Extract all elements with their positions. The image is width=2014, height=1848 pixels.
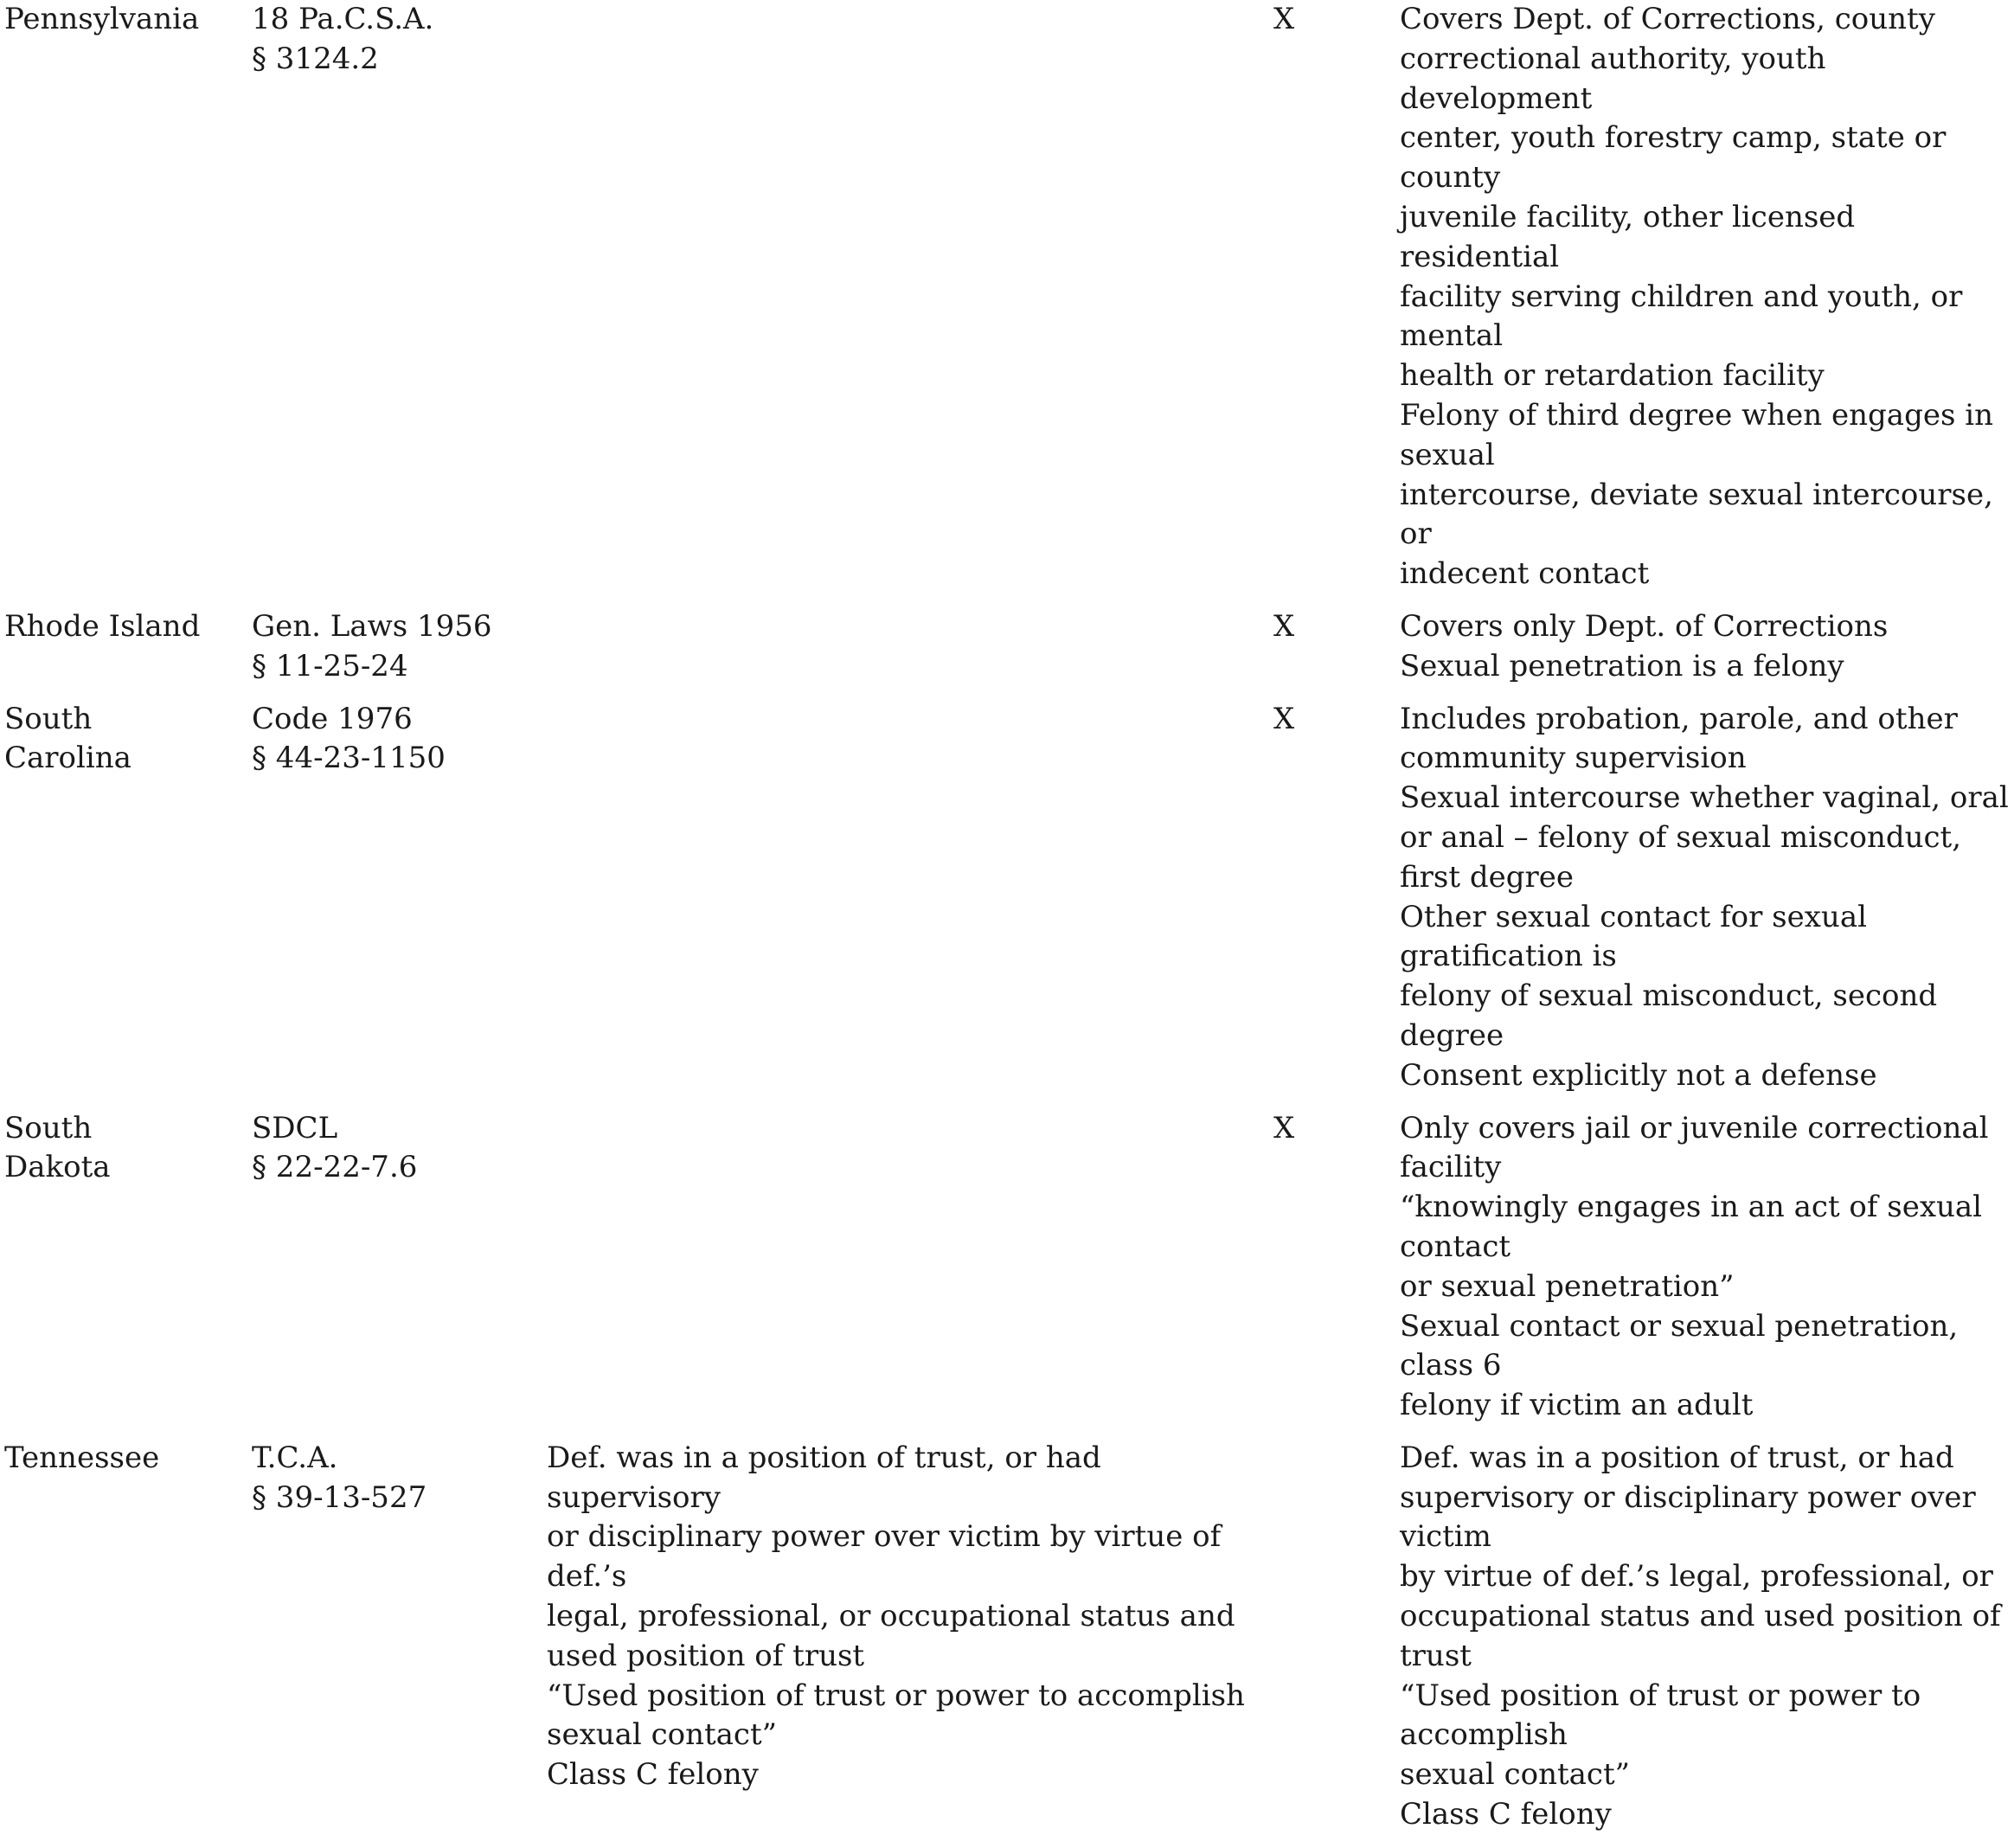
trust-definition-cell [547, 607, 1273, 700]
notes-cell: Covers Dept. of Corrections, county correctional authority, youth development center, youth forestry camp, state or county juvenile facility, other licensed residential facility serving children and youth, or mental health or retardation facility Felony of third degree when engages in sexual intercourse, deviate sexual intercourse, or indecent contact [1400, 2, 1993, 592]
notes-cell: Def. was in a position of trust, or had supervisory or disciplinary power over victim by virtue of def.’s legal, professional, or occupational status and used position of trust “Used position of trust or power to accomplish sexual contact” Class C felony [1400, 1440, 2001, 1832]
trust-definition-cell [547, 0, 1273, 607]
x-mark-cell: X [1273, 2, 1295, 36]
trust-definition-cell: Def. was in a position of trust, or had supervisory or disciplinary power over victim by virtue of def.’s legal, professional, or occupational status and used position of trust “Used position of trust or power to accomplish sexual contact” Class C felony [547, 1440, 1245, 1793]
citation-cell: Gen. Laws 1956 § 11-25-24 [252, 608, 492, 683]
table-row [0, 1439, 2014, 1848]
x-mark-cell: X [1273, 1110, 1295, 1145]
state-cell: Rhode Island [4, 608, 201, 644]
table-row [0, 700, 2014, 1109]
x-mark-cell: X [1273, 701, 1295, 736]
x-mark-cell: X [1273, 608, 1295, 644]
citation-cell: Code 1976 § 44-23-1150 [252, 701, 446, 776]
state-cell: South Carolina [4, 701, 131, 776]
state-cell: Tennessee [4, 1440, 160, 1475]
state-cell: Pennsylvania [4, 2, 200, 36]
citation-cell: SDCL § 22-22-7.6 [252, 1110, 418, 1185]
notes-cell: Covers only Dept. of Corrections Sexual penetration is a felony [1400, 608, 1889, 683]
table-row [0, 607, 2014, 700]
x-mark-cell [1273, 1439, 1400, 1848]
citation-cell: 18 Pa.C.S.A. § 3124.2 [252, 2, 434, 76]
table-row [0, 1109, 2014, 1439]
notes-cell: Includes probation, parole, and other community supervision Sexual intercourse whether vaginal, oral or anal – felony of sexual misconduct, first degree Other sexual contact for sexual gratification is felony of sexual misconduct, second degree Consent explicitly not a defense [1400, 701, 2009, 1093]
trust-definition-cell [547, 1109, 1273, 1439]
notes-cell: Only covers jail or juvenile correctional facility “knowingly engages in an act of sexual contact or sexual penetration” Sexual contact or sexual penetration, class 6 felony if victim an adult [1400, 1110, 1989, 1423]
trust-definition-cell [547, 700, 1273, 1109]
citation-cell: T.C.A. § 39-13-527 [252, 1440, 427, 1515]
table-row [0, 0, 2014, 607]
state-cell: South Dakota [4, 1110, 111, 1185]
